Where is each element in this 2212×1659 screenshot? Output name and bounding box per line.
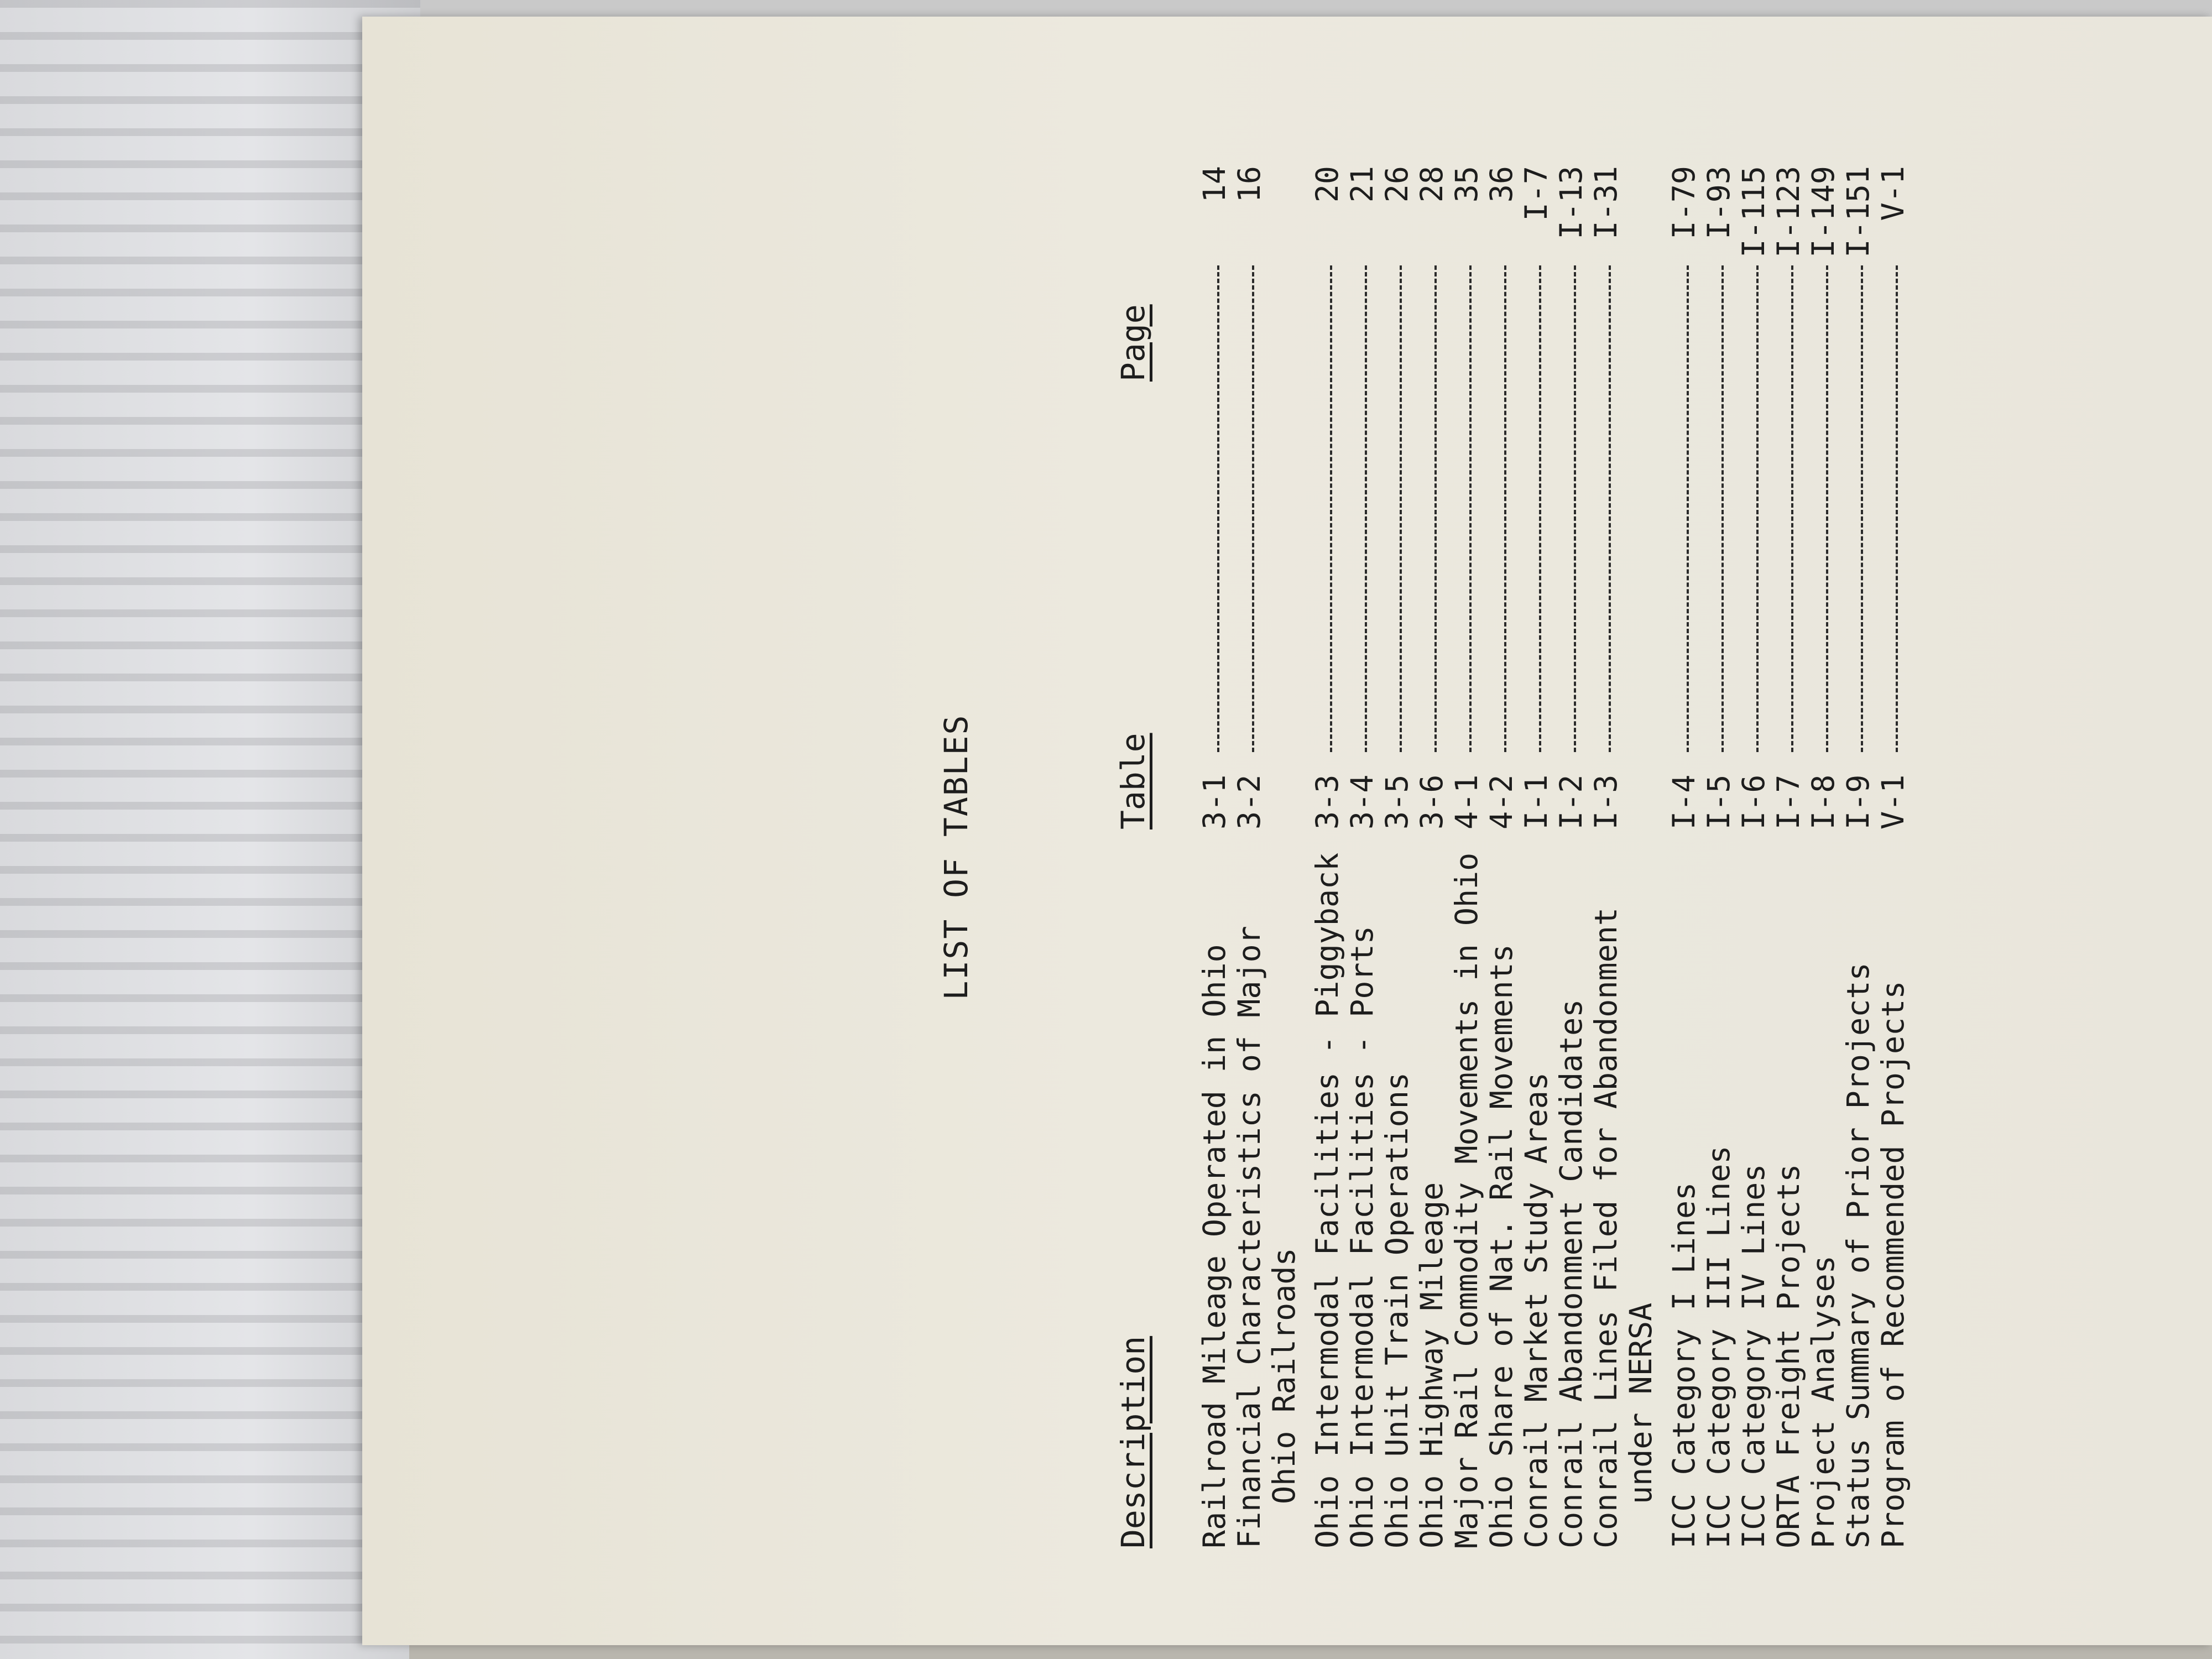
table-number: I-5 [1701, 774, 1736, 830]
table-description: Major Rail Commodity Movements in Ohio [1449, 852, 1484, 1548]
dash-leader [1365, 265, 1367, 752]
table-number: V-1 [1875, 774, 1911, 830]
column-header-page: Page [1114, 304, 1152, 382]
dash-leader [1896, 265, 1898, 752]
page-number: 36 [1484, 166, 1519, 203]
list-item [1267, 166, 1302, 1548]
list-item [1415, 166, 1449, 1548]
page-title: LIST OF TABLES [937, 714, 975, 1000]
table-description: Status Summary of Prior Projects [1840, 962, 1876, 1548]
table-list [1197, 166, 1911, 1548]
table-description: Railroad Mileage Operated in Ohio [1197, 944, 1232, 1548]
page-number: 35 [1449, 166, 1484, 203]
page-number: I-79 [1666, 166, 1702, 239]
page-number: I-13 [1553, 166, 1589, 239]
table-description: Conrail Lines Filed for Abandonment [1588, 907, 1624, 1548]
dash-leader [1434, 265, 1437, 752]
dash-leader [1574, 265, 1576, 752]
underlying-sheet [0, 0, 420, 1659]
list-item [1554, 166, 1589, 1548]
dash-leader [1721, 265, 1724, 752]
table-description: Financial Characteristics of Major [1232, 926, 1267, 1548]
table-number: 3-5 [1379, 774, 1415, 830]
table-description: Ohio Railroads [1266, 1248, 1302, 1504]
table-description: Ohio Unit Train Operations [1379, 1072, 1415, 1548]
dash-leader [1687, 265, 1689, 752]
table-description: Conrail Market Study Areas [1519, 1072, 1554, 1548]
page-number: I-7 [1519, 166, 1554, 221]
table-number: 3-3 [1310, 774, 1345, 830]
table-number: I-9 [1840, 774, 1876, 830]
column-header-description: Description [1114, 1335, 1152, 1548]
page-number: I-149 [1806, 166, 1841, 258]
table-description: Ohio Intermodal Facilities - Ports [1344, 926, 1380, 1548]
dash-leader [1826, 265, 1828, 752]
column-header-table: Table [1114, 733, 1152, 830]
list-item [1449, 166, 1484, 1548]
table-description: Project Analyses [1806, 1255, 1841, 1548]
table-number: I-1 [1519, 774, 1554, 830]
dash-leader [1217, 265, 1219, 752]
table-description: Program of Recommended Projects [1875, 980, 1911, 1548]
table-number: I-2 [1553, 774, 1589, 830]
dash-leader [1252, 265, 1254, 752]
table-number: I-3 [1588, 774, 1624, 830]
list-item [1310, 166, 1345, 1548]
table-description: ICC Category III Lines [1701, 1145, 1736, 1548]
table-number: 4-2 [1484, 774, 1519, 830]
list-item [1876, 166, 1911, 1548]
document-page [362, 17, 2212, 1645]
page-number: 28 [1414, 166, 1449, 203]
table-description: Ohio Highway Mileage [1414, 1182, 1449, 1548]
table-number: 3-2 [1232, 774, 1267, 830]
table-number: I-7 [1771, 774, 1806, 830]
list-item [1702, 166, 1736, 1548]
page-number: I-31 [1588, 166, 1624, 239]
dash-leader [1861, 265, 1863, 752]
list-item [1197, 166, 1232, 1548]
table-number: 3-1 [1197, 774, 1232, 830]
page-number: I-151 [1840, 166, 1876, 258]
list-item [1771, 166, 1806, 1548]
table-description: Ohio Intermodal Facilities - Piggyback [1310, 852, 1345, 1548]
list-item [1519, 166, 1554, 1548]
dash-leader [1756, 265, 1759, 752]
table-description: under NERSA [1623, 1302, 1658, 1504]
dash-leader [1539, 265, 1541, 752]
dash-leader [1609, 265, 1611, 752]
list-item [1380, 166, 1415, 1548]
page-number: 21 [1344, 166, 1380, 203]
page-number: V-1 [1875, 166, 1911, 221]
table-number: I-4 [1666, 774, 1702, 830]
page-number: 16 [1232, 166, 1267, 203]
dash-leader [1791, 265, 1793, 752]
page-number: I-115 [1736, 166, 1771, 258]
table-description: Conrail Abandonment Candidates [1553, 999, 1589, 1548]
list-item [1484, 166, 1519, 1548]
table-number: 3-6 [1414, 774, 1449, 830]
list-item [1841, 166, 1876, 1548]
table-description: ICC Category IV Lines [1736, 1164, 1771, 1548]
list-item [1736, 166, 1771, 1548]
list-item [1667, 166, 1702, 1548]
table-number: I-6 [1736, 774, 1771, 830]
dash-leader [1504, 265, 1506, 752]
table-number: I-8 [1806, 774, 1841, 830]
table-description: Ohio Share of Nat. Rail Movements [1484, 944, 1519, 1548]
table-number: 4-1 [1449, 774, 1484, 830]
page-number: 20 [1310, 166, 1345, 203]
table-number: 3-4 [1344, 774, 1380, 830]
list-item [1345, 166, 1380, 1548]
list-item [1589, 166, 1624, 1548]
dash-leader [1330, 265, 1332, 752]
table-description: ORTA Freight Projects [1771, 1164, 1806, 1548]
table-description: ICC Category I Lines [1666, 1182, 1702, 1548]
page-number: I-123 [1771, 166, 1806, 258]
page-number: 26 [1379, 166, 1415, 203]
dash-leader [1469, 265, 1472, 752]
page-number: I-93 [1701, 166, 1736, 239]
list-item [1624, 166, 1658, 1548]
list-item [1232, 166, 1267, 1548]
dash-leader [1400, 265, 1402, 752]
list-of-tables [937, 166, 1911, 1548]
list-item [1806, 166, 1841, 1548]
page-number: 14 [1197, 166, 1232, 203]
